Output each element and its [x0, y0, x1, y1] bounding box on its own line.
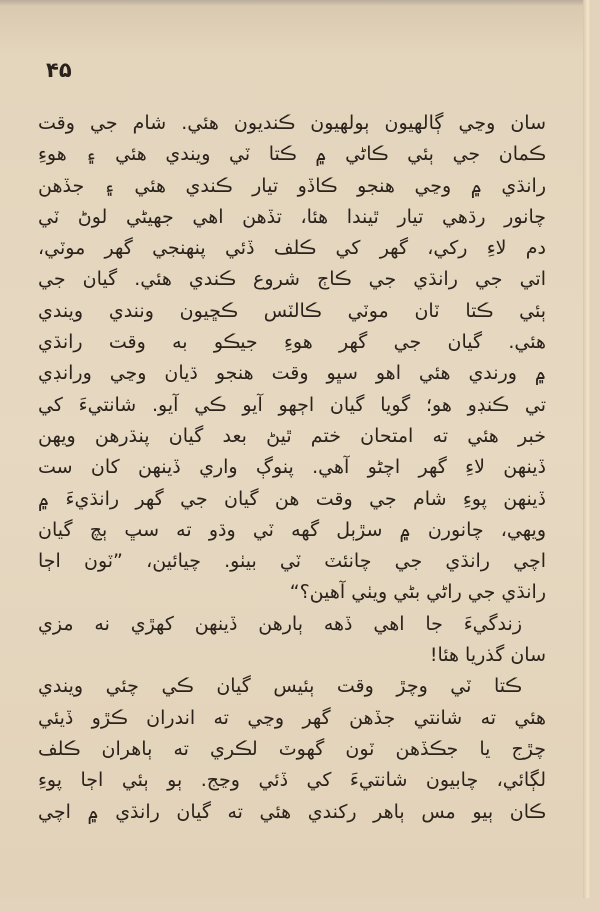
text-line: ويهي، چانورن ۾ سڙٻل گهه ٽي وڌو ته سڀ ٻچ گيان: [38, 518, 546, 541]
text-line: سان گذريا هئا!: [429, 644, 546, 667]
text-line: لڳائي، چابيون شانتيءَ کي ڏئي وڃج. ٻو ٻئي اڄا پوءِ: [38, 769, 546, 792]
page-number: ۴۵: [46, 58, 72, 82]
text-line: ڪمان جي ٻئي ڪاڻي ۾ ڪتا ٽي ويندي هئي ۽ هوءِ: [38, 143, 546, 166]
text-line: ڪان ٻيو مس ٻاهر رکندي هئي ته گيان رانڌي ۾ اچي: [38, 800, 546, 823]
text-line: رانڌي ۾ وڃي هنجو ڪاڏو تيار ڪندي هئي ۽ جڏهن: [38, 174, 546, 197]
text-line: خبر هئي ته امتحان ختم ٿيڻ بعد گيان پنڌرهن ويهن: [38, 424, 546, 447]
text-line: تي ڪنڊو هو؛ گويا گيان اڄهو آيو ڪي آيو. شانتيءَ کي: [38, 393, 546, 416]
text-line: اچي رانڌي جي چانئٽ ٽي بيٺو. چيائين، ”ٽون اڄا: [38, 550, 546, 573]
text-line: رانڌي جي راڻي بڻي ويٺي آهين؟“: [289, 581, 546, 604]
text-line: هئي ته شانتي جڏهن گهر وڃي ته اندران ڪڙو ڏيئي: [38, 706, 546, 729]
text-line: ڏينهن پوءِ شام جي وقت هن گيان جي گهر رانڌيءَ ۾: [38, 487, 546, 510]
scan-background: [0, 898, 600, 912]
text-line: زندگيءَ جا اهي ڏهه ٻارهن ڏينهن کهڙي نه مزي: [38, 612, 522, 635]
body-text: [38, 108, 546, 828]
text-line: ڏينهن لاءِ گهر اچڻو آهي. پنوڳ واري ڏينهن کان ست: [38, 456, 546, 479]
text-line: چڙج يا جڪڏهن ٽون گهوٽ لڪري ته ٻاهران ڪلف: [38, 737, 546, 760]
text-line: ٻئي ڪتا ٽان موٽي ڪالٽس ڪڇيون ونندي ويندي: [38, 299, 546, 322]
scan-shadow: [0, 0, 588, 6]
text-line: اتي جي رانڌي جي ڪاڄ شروع ڪندي هئي. گيان جي: [38, 268, 546, 291]
text-line: سان وڃي ڳالهيون ٻولهيون ڪنديون هئي. شام جي وقت: [38, 112, 546, 134]
page-edge: [583, 0, 591, 898]
text-line: ۾ ورندي هئي اهو سڀو وقت هنجو ڌيان وڃي ورانڊي: [38, 362, 546, 385]
text-line: چانور رڌهي تيار ٿيندا هئا، تڏهن اهي جهيڻي لوڻ ٽي: [38, 205, 546, 228]
text-line: هئي. گيان جي گهر هوءِ جيڪو به وقت رانڌي: [38, 331, 546, 354]
text-line: ڪتا ٽي وچڙ وقت ٻئيس گيان ڪي چئي ويندي: [38, 675, 522, 698]
text-line: دم لاءِ رکي، گهر کي ڪلف ڏئي پنهنجي گهر موٽي،: [38, 237, 546, 260]
